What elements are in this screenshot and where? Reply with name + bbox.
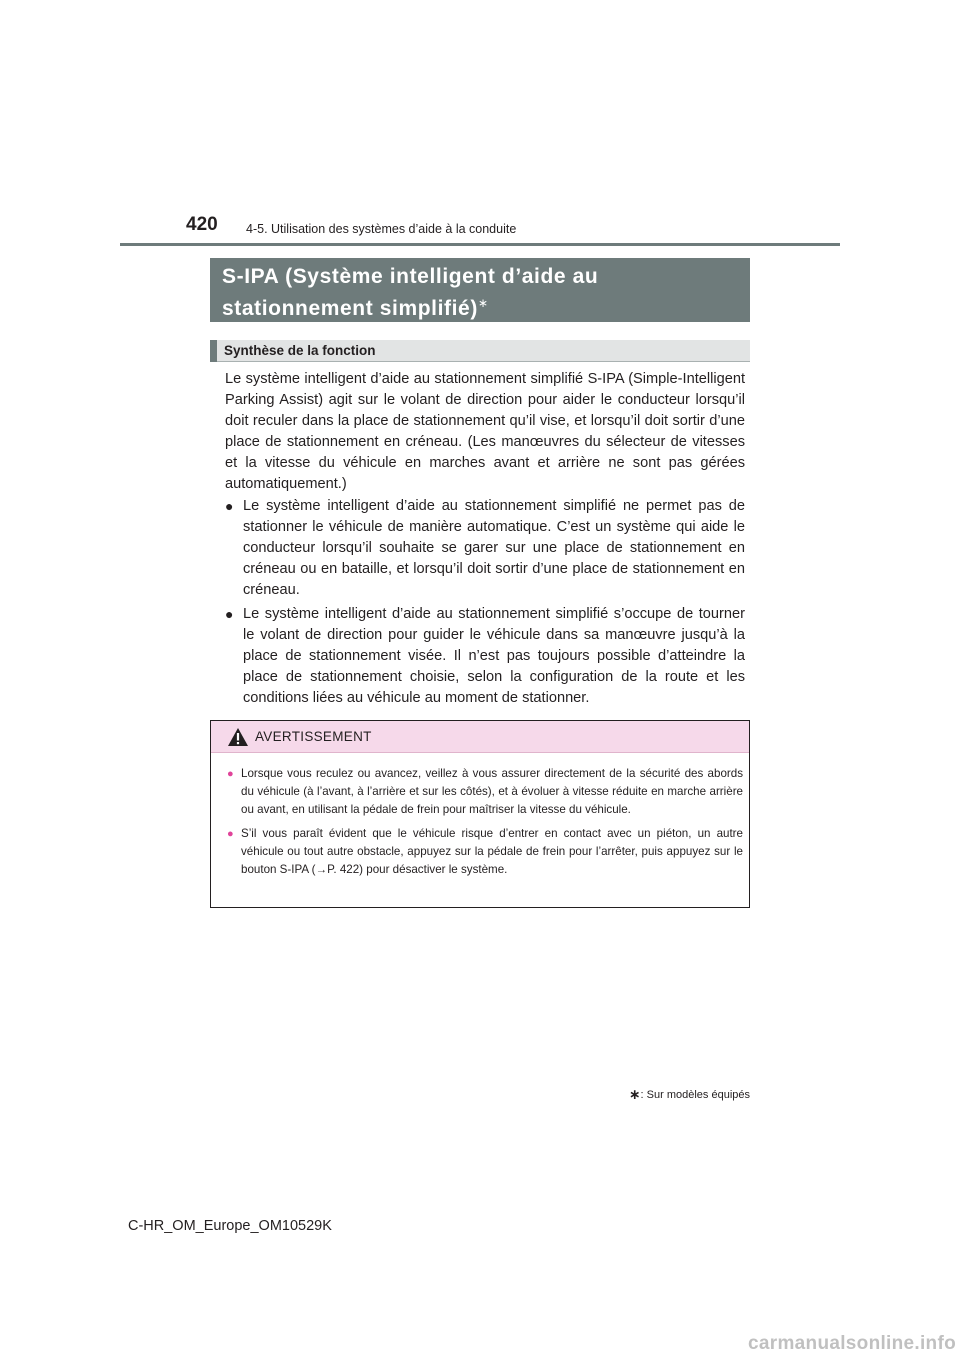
watermark: carmanualsonline.info: [748, 1333, 956, 1354]
asterisk-mark: ∗: [477, 296, 489, 310]
warning-text: S’il vous paraît évident que le véhicule risque d’entrer en contact avec un piéton, un autre véhicule ou tout autre obstacle, appuyez sur la pédale de frein pour l’arrêter, puis appuyez sur le bouton S-IPA (→P. 422) pour désactiver le système.: [241, 827, 743, 876]
warning-box: [210, 720, 750, 908]
section-title-line2-text: stationnement simplifié): [222, 297, 478, 320]
section-title-band: [210, 258, 750, 322]
footnote-text: : Sur modèles équipés: [640, 1089, 750, 1101]
subsection-marker: [210, 340, 217, 362]
list-item: [225, 496, 745, 601]
bullet-text: Le système intelligent d’aide au stationnement simplifié ne permet pas de stationner le véhicule de manière automatique. C’est un système qui aide le conducteur lorsqu’il souhaite se garer sur une place de stationnement en créneau ou en bataille, et lorsqu’il doit sortir d’une place de stationnement en créneau.: [243, 498, 745, 598]
list-item: [227, 765, 743, 819]
page-number: 420: [186, 214, 218, 235]
section-title-line2: [222, 290, 750, 322]
bullet-icon: ●: [225, 606, 234, 622]
header-rule: [120, 243, 840, 246]
section-path: 4-5. Utilisation des systèmes d’aide à la conduite: [246, 222, 517, 236]
list-item: [227, 825, 743, 879]
warning-list: [227, 765, 743, 885]
subsection-title: Synthèse de la fonction: [224, 343, 376, 358]
list-item: [225, 604, 745, 709]
bullet-icon: ●: [227, 828, 234, 840]
warning-label: AVERTISSEMENT: [255, 729, 372, 744]
warning-header: [211, 721, 749, 753]
footnote-asterisk: ∗: [628, 1086, 641, 1102]
footnote: [629, 1086, 750, 1103]
document-id: C-HR_OM_Europe_OM10529K: [128, 1218, 332, 1234]
subsection-header: [210, 340, 750, 362]
bullet-text: Le système intelligent d’aide au stationnement simplifié s’occupe de tourner le volant de direction pour guider le véhicule dans sa manœuvre jusqu’à la place de stationnement visée. Il n’est pas toujours possible d’atteindre la place de stationnement choisie, selon la configuration de la route et les conditions liées au véhicule au moment de stationner.: [243, 606, 745, 706]
bullet-icon: ●: [227, 768, 234, 780]
warning-text: Lorsque vous reculez ou avancez, veillez à vous assurer directement de la sécurité des abords du véhicule (à l’avant, à l’arrière et sur les côtés), et à évoluer à vitesse réduite en marche arrière ou avant, en utilisant la pédale de frein pour maîtriser la vitesse du véhicule.: [241, 767, 743, 816]
intro-paragraph: Le système intelligent d’aide au stationnement simplifié S-IPA (Simple-Intelligent Parking Assist) agit sur le volant de direction pour aider le conducteur lorsqu’il doit reculer dans la place de stationnement qu’il vise, et lorsqu’il doit sortir d’une place de stationnement en créneau. (Les manœuvres du sélecteur de vitesses et la vitesse du véhicule en marches avant et arrière ne sont pas gérées automatiquement.): [225, 371, 745, 492]
section-title-line1: S-IPA (Système intelligent d’aide au: [222, 265, 599, 288]
warning-triangle-icon: [228, 728, 248, 746]
bullet-list: [225, 496, 745, 712]
bullet-icon: ●: [225, 498, 234, 514]
